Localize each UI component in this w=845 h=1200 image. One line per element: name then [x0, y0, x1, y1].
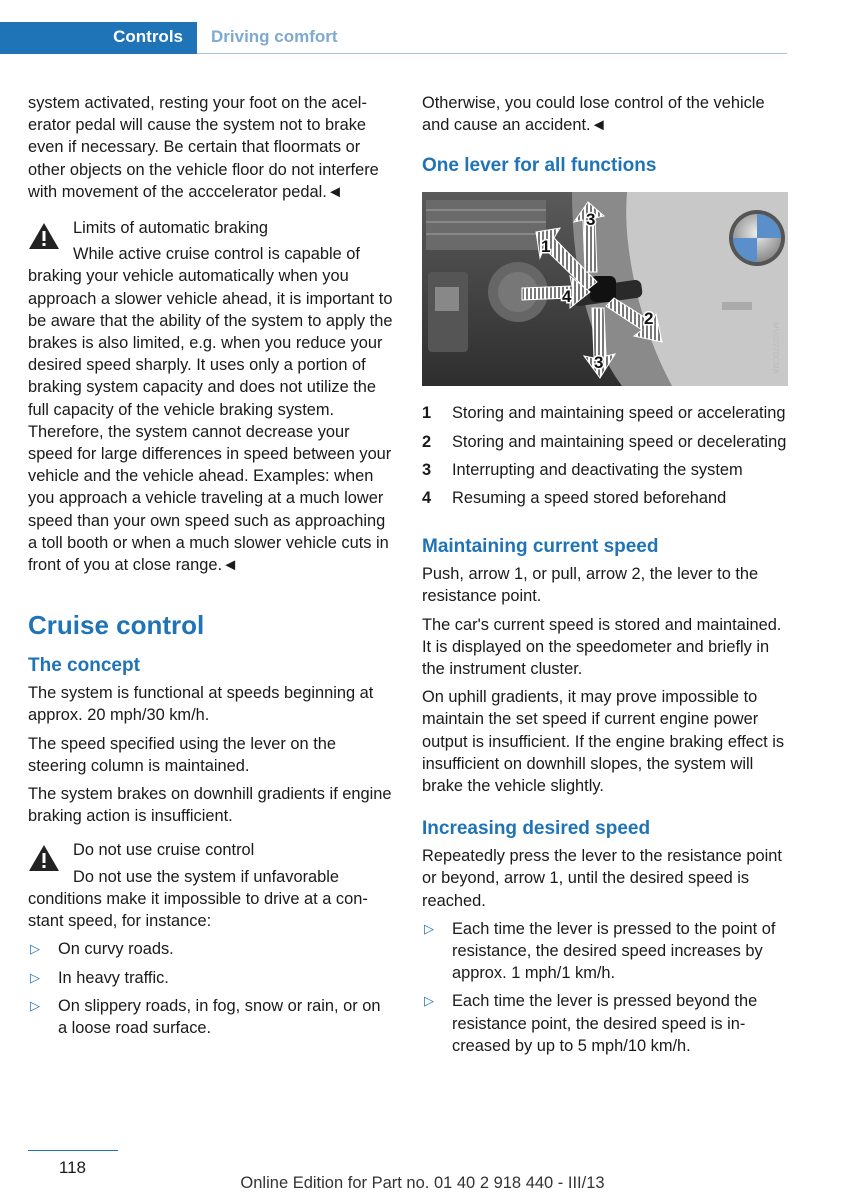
list-item: 2 Storing and maintaining speed or decelerating: [422, 432, 787, 451]
list-item: ▷ In heavy traffic.: [28, 967, 394, 989]
list-item: 3 Interrupting and deactivating the system: [422, 460, 743, 479]
arrow-label-2: 2: [644, 309, 654, 329]
header-divider: [197, 53, 787, 54]
page-header: [0, 22, 787, 54]
warning-title: Limits of automatic braking: [73, 219, 268, 238]
list-item: 1 Storing and maintaining speed or accelerating: [422, 404, 786, 423]
triangle-bullet-icon: ▷: [424, 920, 434, 936]
list-item: ▷ Each time the lever is pressed beyond the resistance point, the desired speed is increased by up to 5 mph/10 km/h.: [424, 992, 758, 1055]
right-column: [422, 92, 788, 1063]
header-section-tab: Controls: [0, 22, 197, 54]
conditions-list: [28, 938, 394, 1039]
arrow-label-1: 1: [541, 237, 551, 257]
section-title: Cruise control: [28, 610, 205, 641]
concept-paragraph-2: The speed specified using the lever on the steering column is maintained.: [28, 734, 336, 775]
list-item: ▷ On slippery roads, in fog, snow or rain, or on a loose road surface.: [30, 996, 381, 1037]
maintain-paragraph-1: Push, arrow 1, or pull, arrow 2, the lever to the resistance point.: [422, 565, 759, 606]
warning-no-cruise: [28, 839, 394, 861]
maintain-paragraph-2: The car's current speed is stored and maintained. It is displayed on the speedometer and briefly in the instrument cluster.: [422, 615, 782, 679]
warning-icon: [28, 222, 60, 250]
list-item: ▷ On curvy roads.: [28, 938, 394, 960]
steering-lever-illustration: [422, 192, 788, 386]
warning-body: Do not use the system if unfavorable conditions make it impossible to drive at a constant speed, for instance:: [28, 867, 368, 931]
list-item: 4 Resuming a speed stored beforehand: [422, 489, 727, 508]
concept-heading: The concept: [28, 655, 140, 677]
list-item: ▷ Each time the lever is pressed to the point of resistance, the desired speed increases by approx. 1 mph/1 km/h.: [424, 919, 776, 983]
left-column: [28, 92, 394, 1045]
page-number: 118: [58, 1158, 86, 1177]
warning-body: While active cruise control is capable of braking your vehicle automatically when you approach a slower vehicle ahead, it is important to be aware that the ability of the system to apply the brakes is also limited, e.g. when you reduce your desired speed sharply. It uses only a portion of braking system capacity and does not utilize the full capacity of the vehicle braking system. Therefore, the system cannot decrease your speed for large differences in speed between your vehicle and the vehicle ahead. Examples: when you approach a vehicle traveling at a much lower speed than your own speed such as approaching a toll booth or when a much slower vehicle cuts in front of you at close range.◄: [28, 245, 393, 575]
triangle-bullet-icon: ▷: [424, 993, 434, 1009]
header-subsection: Driving comfort: [211, 27, 338, 46]
arrow-label-3-bottom: 3: [594, 353, 604, 373]
maintain-heading: Maintaining current speed: [422, 536, 659, 558]
concept-paragraph-3: The system brakes on downhill gradients if engine braking action is insufficient.: [28, 785, 392, 826]
arrow-label-3-top: 3: [586, 210, 596, 230]
increase-heading: Increasing desired speed: [422, 818, 651, 840]
edition-footer: Online Edition for Part no. 01 40 2 918 440 - III/13: [240, 1174, 605, 1192]
footer-divider: [28, 1150, 118, 1151]
maintain-paragraph-3: On uphill gradients, it may prove impossible to maintain the set speed if current engine power output is insufficient. If the engine braking effect is insufficient on downhill slopes, the system will brake the vehicle slightly.: [422, 688, 785, 796]
warning-braking-limits: [28, 217, 394, 239]
triangle-bullet-icon: ▷: [30, 969, 40, 985]
concept-paragraph-1: The system is functional at speeds beginning at approx. 20 mph/30 km/h.: [28, 684, 374, 725]
warning-icon: [28, 844, 60, 872]
lever-legend: [422, 402, 788, 509]
warning-title: Do not use cruise control: [73, 841, 255, 860]
left-intro-text: system activated, resting your foot on the acelerator pedal will cause the system not to brake even if necessary. Be certain that floormats or other objects on the vehicle floor do not interfere with movement of the acccelerator pedal.◄: [28, 94, 379, 201]
triangle-bullet-icon: ▷: [30, 997, 40, 1013]
right-intro-text: Otherwise, you could lose control of the vehicle and cause an accident.◄: [422, 94, 765, 135]
arrow-label-4: 4: [562, 287, 572, 307]
triangle-bullet-icon: ▷: [30, 941, 40, 957]
steering-lever-figure: [422, 192, 788, 386]
figure-code: MV00770CMA: [771, 322, 780, 375]
increase-list: [422, 918, 788, 1057]
lever-heading: One lever for all functions: [422, 155, 657, 177]
increase-paragraph-1: Repeatedly press the lever to the resistance point or beyond, arrow 1, until the desired speed is reached.: [422, 847, 782, 910]
